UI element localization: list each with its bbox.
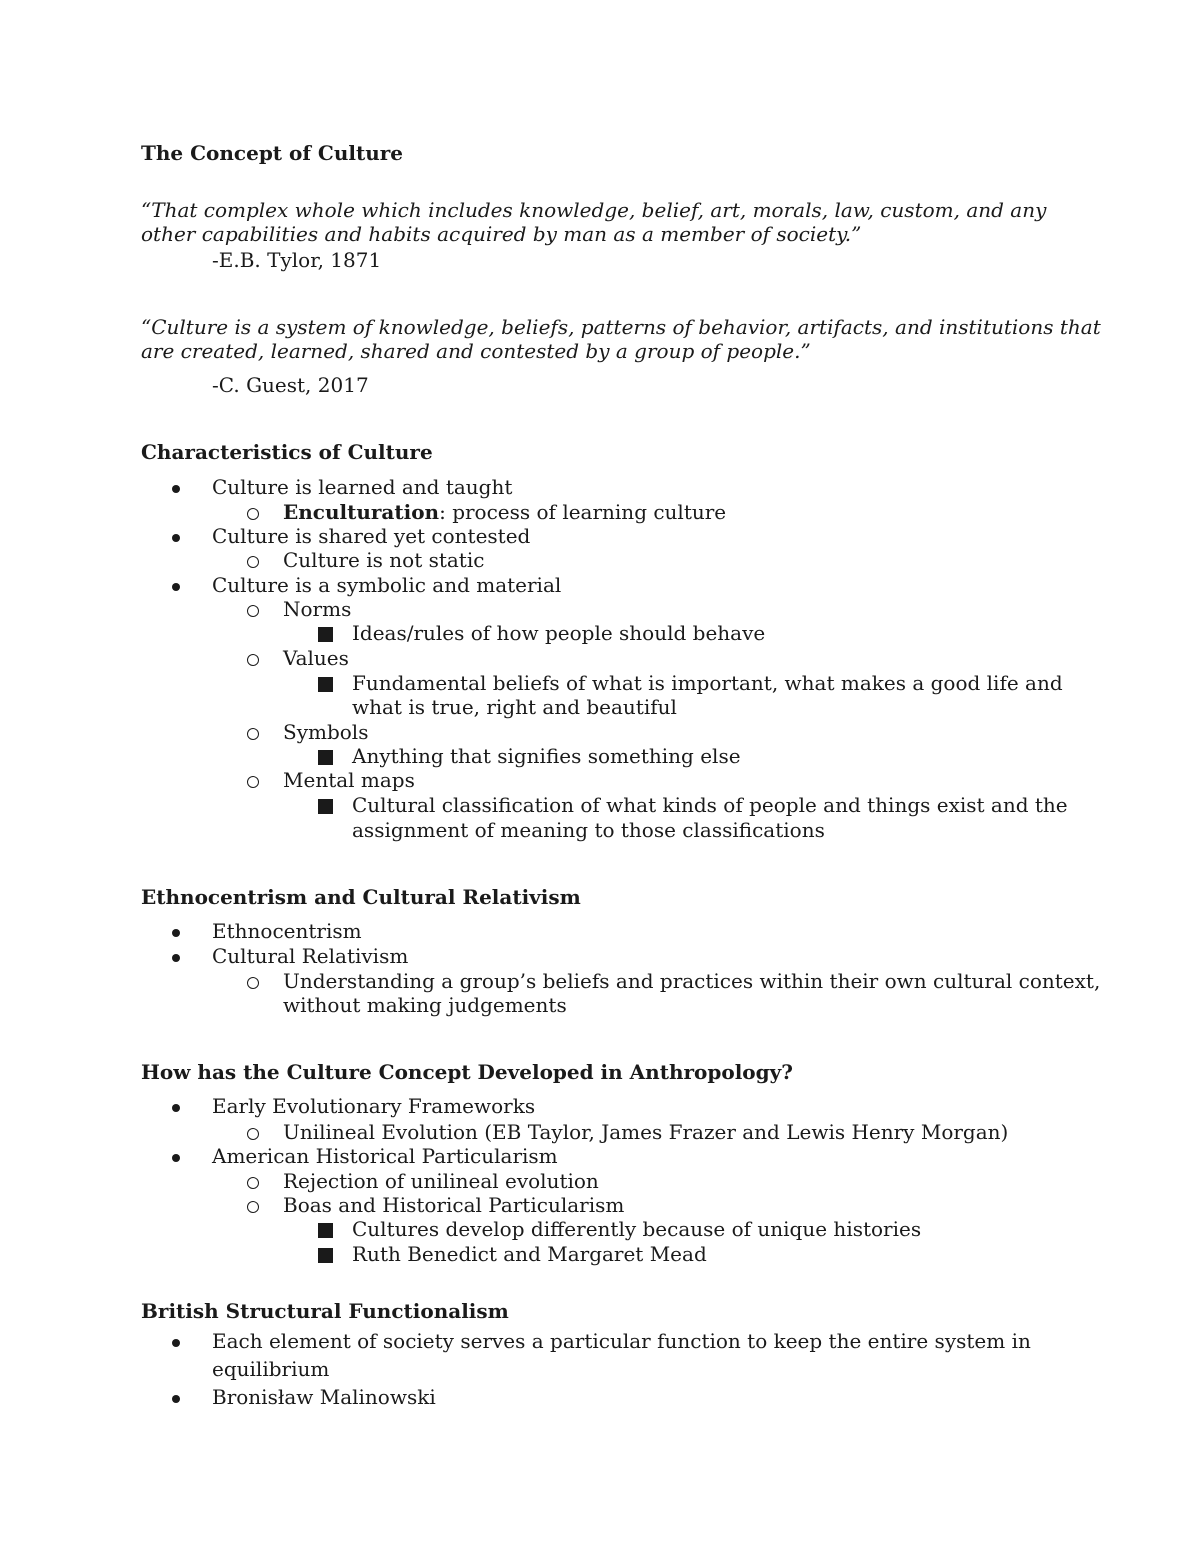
mental-maps-definition-line-1: Cultural classification of what kinds of people and things exist and the xyxy=(352,793,1068,817)
heading-ethnocentrism: Ethnocentrism and Cultural Relativism xyxy=(141,885,581,909)
values-definition-line-1: Fundamental beliefs of what is important, what makes a good life and xyxy=(352,671,1063,695)
bullet-dot-icon xyxy=(172,1339,180,1347)
values-definition-line-2: what is true, right and beautiful xyxy=(352,695,677,719)
char-item-values: Values xyxy=(283,646,349,670)
tylor-quote-line-1: “That complex whole which includes knowledge, belief, art, morals, law, custom, and any xyxy=(141,198,1047,222)
bullet-circle-icon xyxy=(247,508,259,520)
bullet-dot-icon xyxy=(172,1395,180,1403)
list-item xyxy=(172,524,180,549)
enculturation-term: Enculturation xyxy=(283,500,440,524)
dev-item-rejection: Rejection of unilineal evolution xyxy=(283,1169,599,1193)
list-item xyxy=(318,744,333,769)
bullet-circle-icon xyxy=(247,728,259,740)
norms-definition: Ideas/rules of how people should behave xyxy=(352,621,766,645)
bullet-dot-icon xyxy=(172,954,180,962)
bullet-dot-icon xyxy=(172,583,180,591)
british-item-function-line-2: equilibrium xyxy=(212,1357,330,1381)
list-item xyxy=(172,1144,180,1169)
guest-quote-line-2: are created, learned, shared and contested by a group of people.” xyxy=(141,339,811,363)
bullet-square-icon xyxy=(318,750,333,765)
list-item xyxy=(247,768,259,793)
british-item-function-line-1: Each element of society serves a particular function to keep the entire system in xyxy=(212,1329,1031,1353)
list-item xyxy=(172,1329,180,1354)
list-item xyxy=(172,1385,180,1410)
list-item xyxy=(247,1120,259,1145)
bullet-circle-icon xyxy=(247,1177,259,1189)
list-item xyxy=(318,1242,333,1267)
bullet-circle-icon xyxy=(247,1201,259,1213)
bullet-square-icon xyxy=(318,627,333,642)
char-item-symbols: Symbols xyxy=(283,720,369,744)
list-item xyxy=(247,597,259,622)
bullet-circle-icon xyxy=(247,605,259,617)
char-item-not-static: Culture is not static xyxy=(283,548,485,572)
list-item xyxy=(247,548,259,573)
list-item xyxy=(318,671,333,696)
bullet-dot-icon xyxy=(172,929,180,937)
dev-item-evolutionary: Early Evolutionary Frameworks xyxy=(212,1094,536,1118)
bullet-circle-icon xyxy=(247,556,259,568)
enculturation-definition: : process of learning culture xyxy=(439,500,727,524)
char-item-norms: Norms xyxy=(283,597,352,621)
char-item-symbolic: Culture is a symbolic and material xyxy=(212,573,562,597)
heading-concept-of-culture: The Concept of Culture xyxy=(141,141,404,165)
bullet-square-icon xyxy=(318,1223,333,1238)
bullet-square-icon xyxy=(318,677,333,692)
bullet-dot-icon xyxy=(172,534,180,542)
bullet-square-icon xyxy=(318,799,333,814)
symbols-definition: Anything that signifies something else xyxy=(352,744,741,768)
ethno-item-relativism: Cultural Relativism xyxy=(212,944,409,968)
list-item xyxy=(172,573,180,598)
heading-british-functionalism: British Structural Functionalism xyxy=(141,1299,509,1323)
ethno-item-ethnocentrism: Ethnocentrism xyxy=(212,919,362,943)
char-item-learned: Culture is learned and taught xyxy=(212,475,513,499)
tylor-quote-line-2: other capabilities and habits acquired by man as a member of society.” xyxy=(141,222,862,246)
list-item xyxy=(318,621,333,646)
guest-attribution: -C. Guest, 2017 xyxy=(212,373,369,397)
bullet-dot-icon xyxy=(172,1154,180,1162)
bullet-circle-icon xyxy=(247,654,259,666)
bullet-circle-icon xyxy=(247,977,259,989)
bullet-dot-icon xyxy=(172,1104,180,1112)
list-item xyxy=(172,1094,180,1119)
bullet-circle-icon xyxy=(247,776,259,788)
tylor-attribution: -E.B. Tylor, 1871 xyxy=(212,248,382,272)
heading-development: How has the Culture Concept Developed in Anthropology? xyxy=(141,1060,793,1084)
list-item xyxy=(172,944,180,969)
dev-item-particularism: American Historical Particularism xyxy=(212,1144,558,1168)
list-item xyxy=(172,475,180,500)
dev-item-boas: Boas and Historical Particularism xyxy=(283,1193,625,1217)
bullet-dot-icon xyxy=(172,485,180,493)
dev-item-benedict-mead: Ruth Benedict and Margaret Mead xyxy=(352,1242,707,1266)
list-item xyxy=(318,1217,333,1242)
relativism-definition-line-1: Understanding a group’s beliefs and practices within their own cultural context, xyxy=(283,969,1101,993)
list-item xyxy=(247,1169,259,1194)
heading-characteristics: Characteristics of Culture xyxy=(141,440,433,464)
dev-item-unilineal: Unilineal Evolution (EB Taylor, James Frazer and Lewis Henry Morgan) xyxy=(283,1120,1009,1144)
british-item-malinowski: Bronisław Malinowski xyxy=(212,1385,436,1409)
bullet-circle-icon xyxy=(247,1128,259,1140)
char-item-enculturation xyxy=(283,500,726,525)
mental-maps-definition-line-2: assignment of meaning to those classifications xyxy=(352,818,825,842)
bullet-square-icon xyxy=(318,1248,333,1263)
list-item xyxy=(172,919,180,944)
list-item xyxy=(247,1193,259,1218)
char-item-mental-maps: Mental maps xyxy=(283,768,415,792)
list-item xyxy=(318,793,333,818)
list-item xyxy=(247,969,259,994)
relativism-definition-line-2: without making judgements xyxy=(283,993,567,1017)
dev-item-unique-histories: Cultures develop differently because of unique histories xyxy=(352,1217,922,1241)
guest-quote-line-1: “Culture is a system of knowledge, beliefs, patterns of behavior, artifacts, and institutions that xyxy=(141,315,1101,339)
list-item xyxy=(247,646,259,671)
char-item-shared: Culture is shared yet contested xyxy=(212,524,531,548)
list-item xyxy=(247,720,259,745)
list-item xyxy=(247,500,259,525)
